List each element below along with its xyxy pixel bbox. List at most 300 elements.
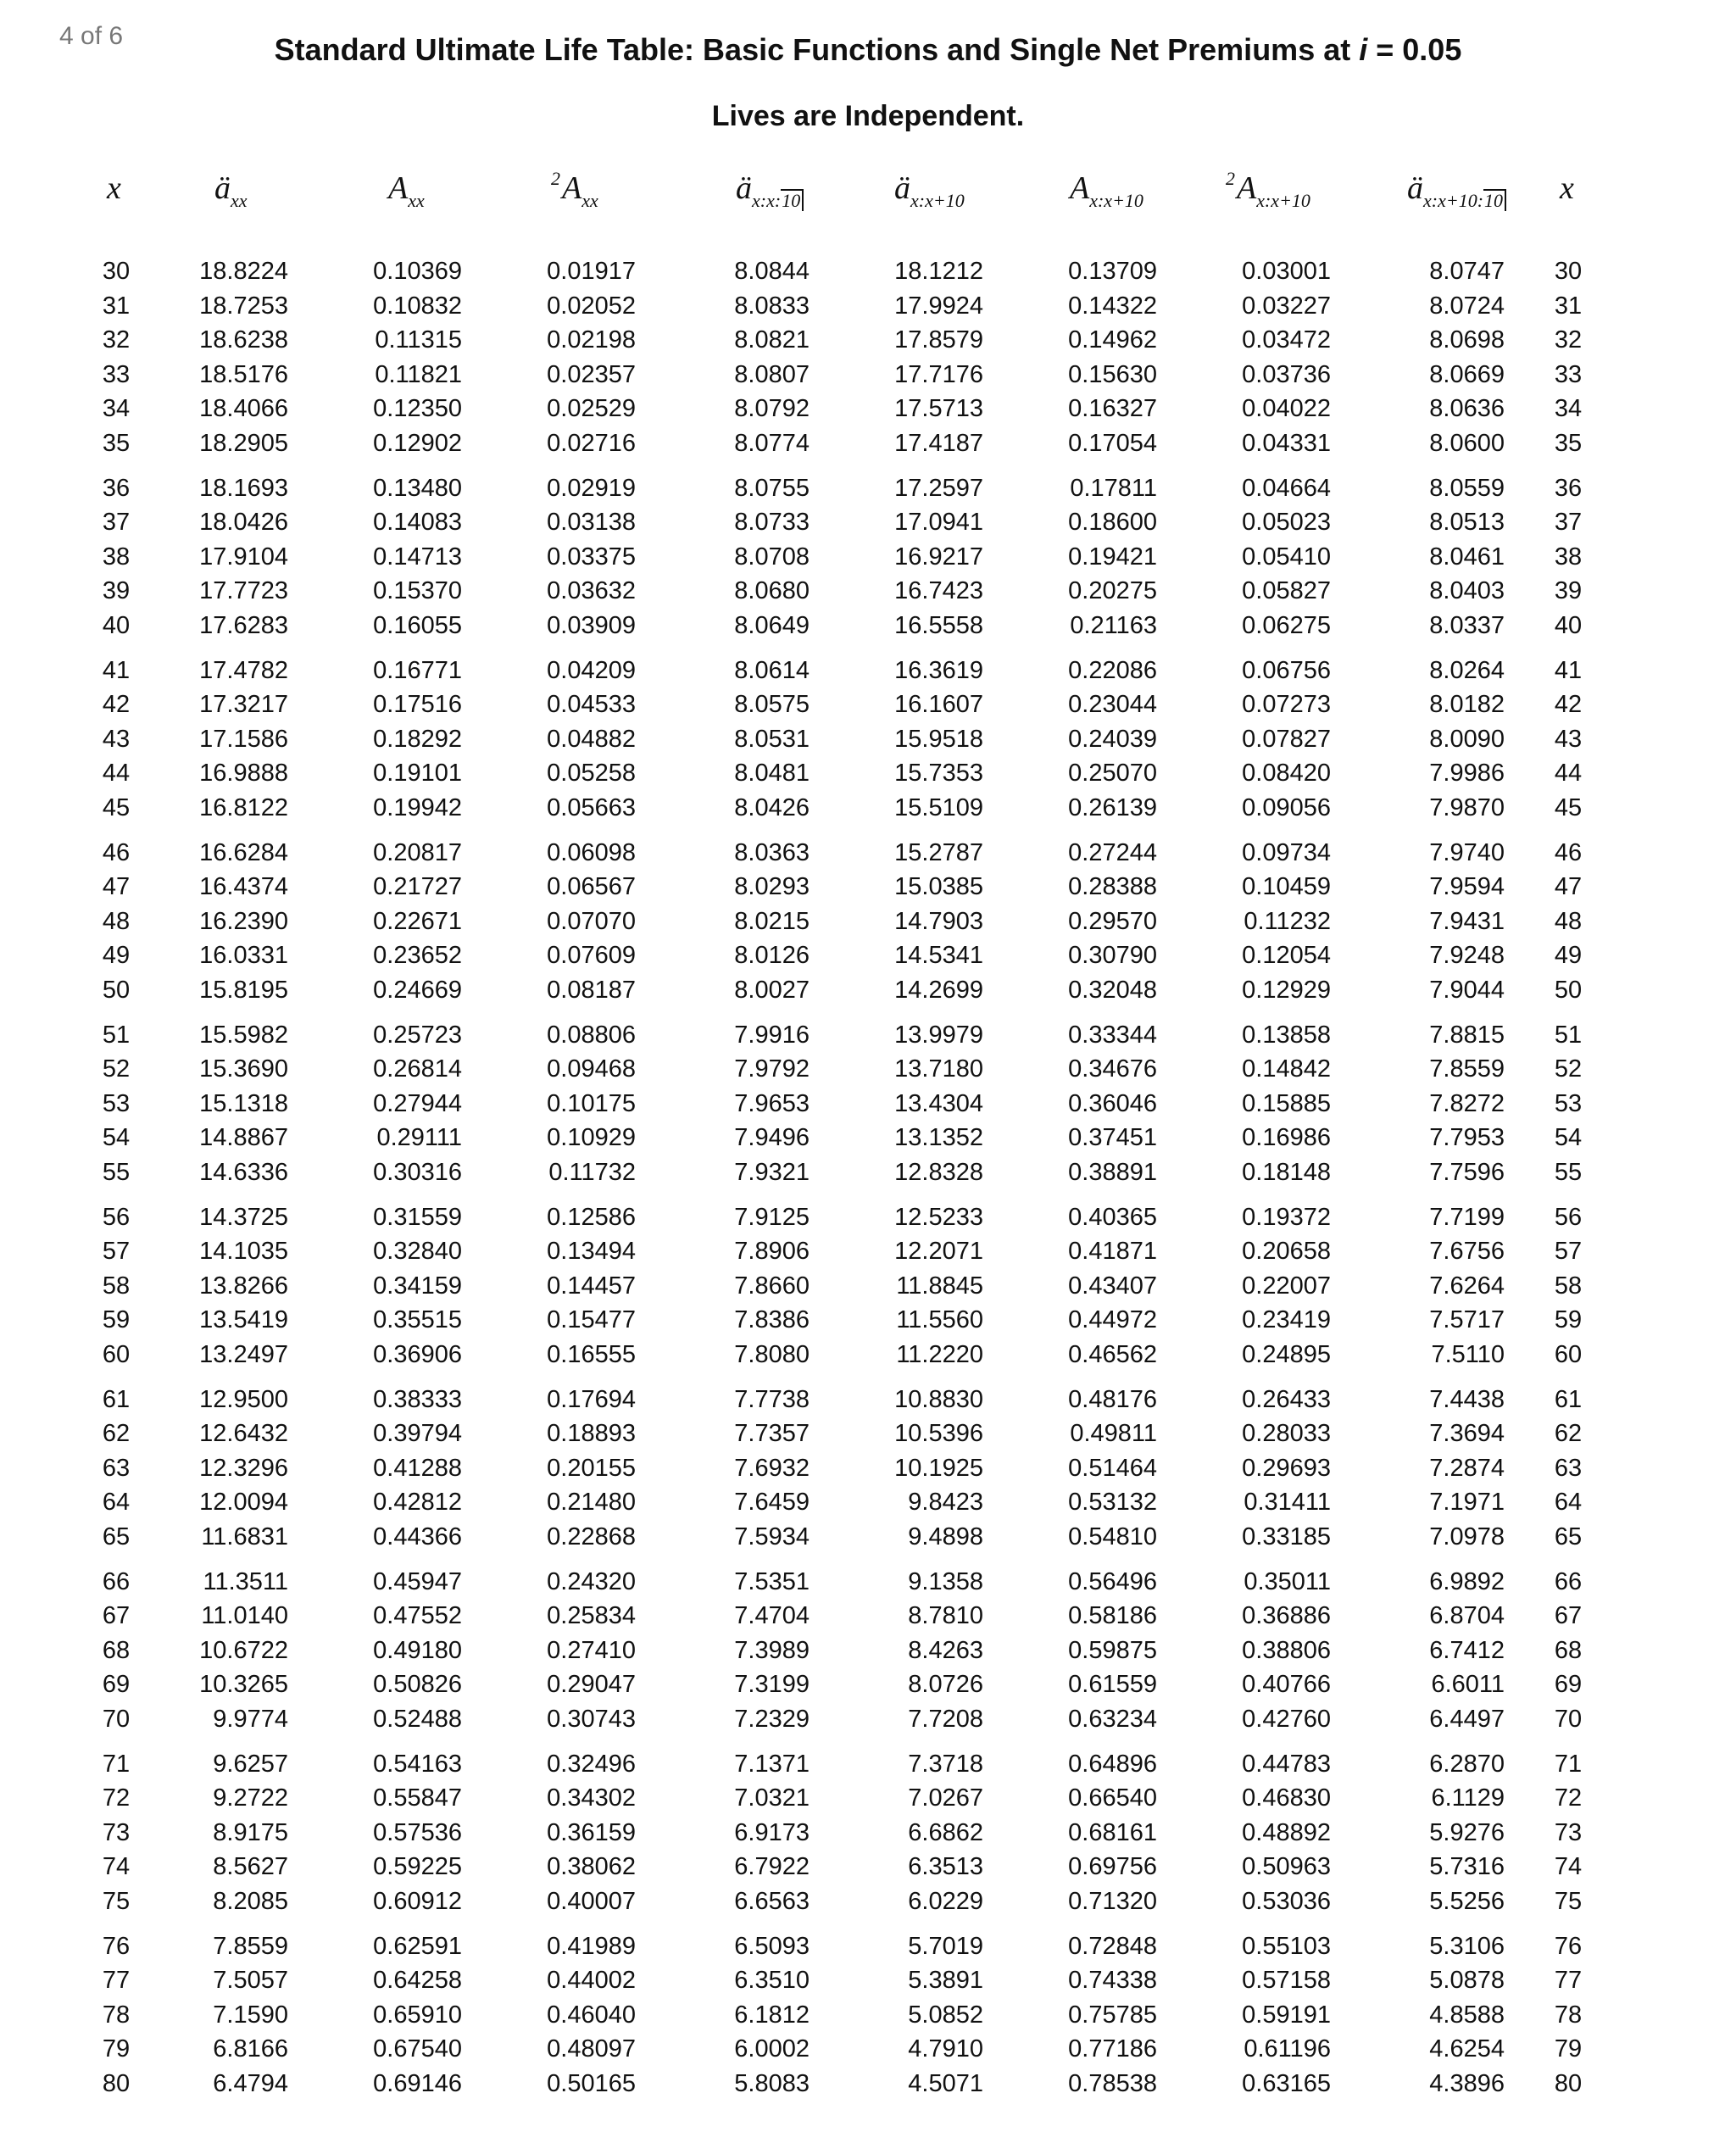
cell-x: 76: [102, 1932, 131, 1960]
cell-x-right: 61: [1554, 1385, 1583, 1413]
header-annuity-xx: $ä_{xx}$: [214, 170, 248, 211]
cell-A-x-x10: 0.74338: [1068, 1967, 1157, 1994]
cell-a-x-x10: 15.5109: [894, 793, 983, 821]
cell-x: 35: [102, 429, 131, 457]
cell-A2-x-x10: 0.03736: [1242, 360, 1331, 388]
cell-a-xx-10: 8.0680: [734, 577, 810, 604]
cell-A2-x-x10: 0.12929: [1242, 976, 1331, 1004]
cell-a-x-x10: 15.0385: [894, 873, 983, 900]
header-second-moment-xx: $^2A_{xx}$: [551, 168, 598, 211]
cell-a-xx-10: 6.0002: [734, 2035, 810, 2062]
cell-A-x-x10: 0.17054: [1068, 429, 1157, 457]
cell-a-x-x10-10: 7.9870: [1429, 793, 1505, 821]
cell-a-xx-10: 8.0293: [734, 873, 810, 900]
table-row: [0, 574, 1736, 609]
cell-A-x-x10: 0.16327: [1068, 395, 1157, 422]
cell-x: 37: [102, 509, 131, 536]
cell-a-xx: 18.6238: [199, 326, 288, 353]
cell-A-xx: 0.39794: [373, 1420, 462, 1447]
cell-x: 70: [102, 1705, 131, 1733]
cell-A2-x-x10: 0.12054: [1242, 942, 1331, 969]
cell-x-right: 60: [1554, 1340, 1583, 1368]
cell-a-xx-10: 8.0027: [734, 976, 810, 1004]
cell-A-xx: 0.18292: [373, 725, 462, 753]
cell-A-xx: 0.27944: [373, 1089, 462, 1117]
cell-a-x-x10: 10.5396: [894, 1420, 983, 1447]
cell-A-x-x10: 0.61559: [1068, 1671, 1157, 1698]
cell-A-x-x10: 0.59875: [1068, 1636, 1157, 1664]
cell-A2-x-x10: 0.03001: [1242, 258, 1331, 285]
cell-x: 48: [102, 907, 131, 935]
row-group: [0, 1200, 1736, 1372]
cell-A2-x-x10: 0.57158: [1242, 1967, 1331, 1994]
cell-a-xx: 15.8195: [199, 976, 288, 1004]
cell-a-xx: 8.9175: [213, 1818, 288, 1846]
table-row: [0, 1155, 1736, 1190]
cell-A-xx: 0.22671: [373, 907, 462, 935]
cell-a-x-x10-10: 8.0636: [1429, 395, 1505, 422]
cell-A2-xx: 0.09468: [547, 1055, 636, 1083]
cell-a-xx-10: 8.0774: [734, 429, 810, 457]
cell-A2-xx: 0.07609: [547, 942, 636, 969]
cell-A-x-x10: 0.49811: [1070, 1420, 1157, 1447]
cell-a-x-x10-10: 4.8588: [1429, 2001, 1505, 2029]
cell-x: 31: [102, 292, 131, 320]
cell-A-x-x10: 0.29570: [1068, 907, 1157, 935]
cell-a-x-x10: 4.7910: [908, 2035, 983, 2062]
cell-A2-x-x10: 0.03472: [1242, 326, 1331, 353]
table-row: [0, 1565, 1736, 1600]
cell-a-xx: 13.2497: [199, 1340, 288, 1368]
cell-a-xx-10: 8.0649: [734, 611, 810, 639]
cell-a-xx-10: 7.2329: [734, 1705, 810, 1733]
cell-x: 57: [102, 1238, 131, 1265]
cell-A-xx: 0.16055: [373, 611, 462, 639]
cell-A2-xx: 0.46040: [547, 2001, 636, 2029]
cell-A2-x-x10: 0.42760: [1242, 1705, 1331, 1733]
cell-a-xx: 17.9104: [199, 543, 288, 571]
cell-A2-xx: 0.50165: [547, 2069, 636, 2097]
cell-a-x-x10-10: 7.8272: [1429, 1089, 1505, 1117]
cell-A-x-x10: 0.26139: [1068, 793, 1157, 821]
cell-a-xx-10: 7.8386: [734, 1306, 810, 1333]
title-main: Standard Ultimate Life Table: Basic Functions and Single Net Premiums at: [274, 32, 1360, 67]
cell-a-x-x10: 9.8423: [908, 1489, 983, 1516]
cell-x-right: 48: [1554, 907, 1583, 935]
cell-a-x-x10-10: 7.5110: [1431, 1340, 1505, 1368]
header-insurance-xx: $A_{xx}$: [388, 170, 425, 211]
cell-A2-xx: 0.38062: [547, 1853, 636, 1880]
table-row: [0, 1929, 1736, 1964]
cell-a-xx-10: 8.0807: [734, 360, 810, 388]
table-row: [0, 1234, 1736, 1269]
cell-A2-x-x10: 0.53036: [1242, 1887, 1331, 1915]
cell-a-x-x10: 14.5341: [894, 942, 983, 969]
cell-a-xx-10: 7.5934: [734, 1522, 810, 1550]
cell-A2-x-x10: 0.36886: [1242, 1602, 1331, 1629]
cell-x-right: 34: [1554, 395, 1583, 422]
cell-x: 67: [102, 1602, 131, 1629]
cell-A2-x-x10: 0.38806: [1242, 1636, 1331, 1664]
cell-a-x-x10-10: 4.6254: [1429, 2035, 1505, 2062]
cell-A2-x-x10: 0.07273: [1242, 691, 1331, 718]
cell-A2-xx: 0.44002: [547, 1967, 636, 1994]
cell-A-xx: 0.49180: [373, 1636, 462, 1664]
cell-A-x-x10: 0.30790: [1068, 942, 1157, 969]
cell-x: 73: [102, 1818, 131, 1846]
cell-a-x-x10: 10.1925: [894, 1454, 983, 1482]
cell-a-xx: 11.0140: [201, 1602, 288, 1629]
cell-a-x-x10: 15.2787: [894, 838, 983, 866]
cell-a-xx-10: 7.7357: [734, 1420, 810, 1447]
cell-a-x-x10: 14.2699: [894, 976, 983, 1004]
table-row: [0, 1121, 1736, 1155]
cell-a-xx: 6.8166: [213, 2035, 288, 2062]
cell-x-right: 33: [1554, 360, 1583, 388]
table-row: [0, 1520, 1736, 1555]
cell-a-x-x10-10: 7.6264: [1429, 1272, 1505, 1300]
cell-A2-xx: 0.04533: [547, 691, 636, 718]
cell-a-xx: 16.8122: [199, 793, 288, 821]
cell-a-xx: 14.3725: [199, 1203, 288, 1231]
cell-x: 77: [102, 1967, 131, 1994]
table-row: [0, 471, 1736, 506]
cell-A-x-x10: 0.28388: [1068, 873, 1157, 900]
cell-A2-xx: 0.10929: [547, 1124, 636, 1151]
cell-A2-xx: 0.12586: [547, 1203, 636, 1231]
cell-A2-x-x10: 0.09056: [1242, 793, 1331, 821]
cell-A-x-x10: 0.33344: [1068, 1021, 1157, 1049]
cell-a-xx-10: 8.0833: [734, 292, 810, 320]
cell-x: 49: [102, 942, 131, 969]
cell-A-xx: 0.44366: [373, 1522, 462, 1550]
cell-a-x-x10: 5.0852: [908, 2001, 983, 2029]
cell-a-xx: 8.5627: [213, 1853, 288, 1880]
cell-a-x-x10-10: 5.3106: [1429, 1932, 1505, 1960]
cell-A2-xx: 0.40007: [547, 1887, 636, 1915]
cell-A2-xx: 0.04882: [547, 725, 636, 753]
cell-A-x-x10: 0.69756: [1068, 1853, 1157, 1880]
cell-A-xx: 0.14713: [373, 543, 462, 571]
cell-A2-x-x10: 0.09734: [1242, 838, 1331, 866]
cell-x-right: 56: [1554, 1203, 1583, 1231]
cell-a-xx-10: 7.6932: [734, 1454, 810, 1482]
cell-x: 69: [102, 1671, 131, 1698]
cell-A2-x-x10: 0.40766: [1242, 1671, 1331, 1698]
cell-A2-x-x10: 0.55103: [1242, 1932, 1331, 1960]
cell-a-xx-10: 7.9653: [734, 1089, 810, 1117]
cell-a-xx: 17.4782: [199, 656, 288, 684]
cell-a-xx-10: 6.5093: [734, 1932, 810, 1960]
cell-A2-xx: 0.16555: [547, 1340, 636, 1368]
table-row: [0, 505, 1736, 540]
cell-a-x-x10: 12.5233: [894, 1203, 983, 1231]
cell-A-xx: 0.21727: [373, 873, 462, 900]
cell-a-x-x10: 6.3513: [908, 1853, 983, 1880]
cell-a-x-x10: 6.0229: [908, 1887, 983, 1915]
cell-A-xx: 0.13480: [373, 474, 462, 502]
table-row: [0, 973, 1736, 1008]
cell-x-right: 37: [1554, 509, 1583, 536]
cell-a-xx: 18.8224: [199, 258, 288, 285]
cell-a-xx-10: 7.7738: [734, 1385, 810, 1413]
cell-A-x-x10: 0.51464: [1068, 1454, 1157, 1482]
cell-a-xx: 7.5057: [213, 1967, 288, 1994]
cell-a-xx-10: 6.3510: [734, 1967, 810, 1994]
table-row: [0, 791, 1736, 826]
cell-a-x-x10: 15.9518: [894, 725, 983, 753]
cell-a-x-x10: 4.5071: [908, 2069, 983, 2097]
cell-A-xx: 0.20817: [373, 838, 462, 866]
table-row: [0, 836, 1736, 871]
cell-a-xx: 7.8559: [213, 1932, 288, 1960]
table-row: [0, 1747, 1736, 1782]
table-row: [0, 254, 1736, 289]
cell-x-right: 39: [1554, 577, 1583, 604]
cell-a-x-x10: 15.7353: [894, 760, 983, 787]
cell-A2-x-x10: 0.63165: [1242, 2069, 1331, 2097]
header-temporary-annuity-x-x10-10: $ä_{x:x+10:10}$: [1407, 170, 1506, 220]
cell-A2-xx: 0.05663: [547, 793, 636, 821]
cell-a-xx: 18.5176: [199, 360, 288, 388]
cell-A2-x-x10: 0.04331: [1242, 429, 1331, 457]
cell-A-xx: 0.45947: [373, 1567, 462, 1595]
table-row: [0, 609, 1736, 643]
cell-A2-x-x10: 0.05023: [1242, 509, 1331, 536]
cell-a-xx: 16.2390: [199, 907, 288, 935]
cell-a-x-x10: 17.8579: [894, 326, 983, 353]
table-row: [0, 687, 1736, 722]
cell-x: 55: [102, 1158, 131, 1186]
cell-A2-x-x10: 0.20658: [1242, 1238, 1331, 1265]
cell-A-xx: 0.17516: [373, 691, 462, 718]
title-rate: = 0.05: [1367, 32, 1462, 67]
cell-a-x-x10-10: 6.4497: [1429, 1705, 1505, 1733]
cell-A-x-x10: 0.24039: [1068, 725, 1157, 753]
cell-a-xx: 15.5982: [199, 1021, 288, 1049]
cell-a-x-x10-10: 4.3896: [1429, 2069, 1505, 2097]
cell-a-x-x10: 11.5560: [896, 1306, 983, 1333]
cell-a-x-x10: 5.7019: [908, 1932, 983, 1960]
cell-A-xx: 0.31559: [373, 1203, 462, 1231]
cell-x-right: 41: [1554, 656, 1583, 684]
cell-A2-xx: 0.11732: [548, 1158, 636, 1186]
cell-A2-x-x10: 0.19372: [1242, 1203, 1331, 1231]
cell-a-x-x10-10: 5.7316: [1429, 1853, 1505, 1880]
table-row: [0, 1702, 1736, 1737]
cell-x: 78: [102, 2001, 131, 2029]
cell-x-right: 75: [1554, 1887, 1583, 1915]
cell-x: 38: [102, 543, 131, 571]
cell-x: 36: [102, 474, 131, 502]
table-row: [0, 2032, 1736, 2067]
cell-a-xx-10: 8.0215: [734, 907, 810, 935]
cell-A2-xx: 0.30743: [547, 1705, 636, 1733]
cell-A-x-x10: 0.63234: [1068, 1705, 1157, 1733]
cell-a-xx: 16.4374: [199, 873, 288, 900]
cell-x-right: 63: [1554, 1454, 1583, 1482]
cell-A2-xx: 0.22868: [547, 1522, 636, 1550]
cell-x-right: 55: [1554, 1158, 1583, 1186]
table-row: [0, 1417, 1736, 1451]
cell-a-xx-10: 7.3989: [734, 1636, 810, 1664]
cell-A2-x-x10: 0.16986: [1242, 1124, 1331, 1151]
cell-A2-xx: 0.41989: [547, 1932, 636, 1960]
cell-A2-xx: 0.25834: [547, 1602, 636, 1629]
cell-x-right: 52: [1554, 1055, 1583, 1083]
cell-x: 50: [102, 976, 131, 1004]
header-insurance-x-x10: $A_{x:x+10}$: [1070, 170, 1143, 211]
table-row: [0, 654, 1736, 688]
cell-A2-xx: 0.05258: [547, 760, 636, 787]
cell-a-xx: 11.6831: [201, 1522, 288, 1550]
cell-a-xx: 15.1318: [199, 1089, 288, 1117]
cell-a-xx: 6.4794: [213, 2069, 288, 2097]
cell-a-x-x10-10: 5.5256: [1429, 1887, 1505, 1915]
cell-a-xx-10: 7.1371: [734, 1750, 810, 1778]
cell-a-xx-10: 7.9496: [734, 1124, 810, 1151]
cell-x-right: 54: [1554, 1124, 1583, 1151]
cell-A2-xx: 0.03138: [547, 509, 636, 536]
cell-a-xx: 17.3217: [199, 691, 288, 718]
cell-A2-x-x10: 0.13858: [1242, 1021, 1331, 1049]
cell-a-x-x10: 7.3718: [908, 1750, 983, 1778]
cell-A-xx: 0.54163: [373, 1750, 462, 1778]
cell-A2-x-x10: 0.31411: [1244, 1489, 1331, 1516]
cell-a-xx-10: 8.0426: [734, 793, 810, 821]
cell-A2-xx: 0.04209: [547, 656, 636, 684]
cell-x: 47: [102, 873, 131, 900]
cell-a-x-x10: 12.8328: [894, 1158, 983, 1186]
cell-x: 56: [102, 1203, 131, 1231]
cell-a-xx: 18.0426: [199, 509, 288, 536]
cell-a-xx-10: 7.9125: [734, 1203, 810, 1231]
cell-a-xx: 14.1035: [199, 1238, 288, 1265]
table-header: [0, 170, 1736, 220]
cell-A-xx: 0.30316: [373, 1158, 462, 1186]
cell-a-x-x10: 6.6862: [908, 1818, 983, 1846]
cell-A-x-x10: 0.75785: [1068, 2001, 1157, 2029]
row-group: [0, 836, 1736, 1008]
cell-x: 43: [102, 725, 131, 753]
cell-a-xx-10: 8.0614: [734, 656, 810, 684]
cell-a-xx-10: 7.5351: [734, 1567, 810, 1595]
cell-A2-x-x10: 0.08420: [1242, 760, 1331, 787]
table-row: [0, 1485, 1736, 1520]
cell-a-x-x10-10: 8.0090: [1429, 725, 1505, 753]
cell-x: 34: [102, 395, 131, 422]
cell-x-right: 43: [1554, 725, 1583, 753]
cell-A-xx: 0.16771: [373, 656, 462, 684]
cell-A2-xx: 0.02052: [547, 292, 636, 320]
cell-a-xx-10: 8.0481: [734, 760, 810, 787]
cell-A-xx: 0.59225: [373, 1853, 462, 1880]
cell-A-xx: 0.11821: [375, 360, 462, 388]
cell-A-xx: 0.29111: [376, 1124, 462, 1151]
cell-A-x-x10: 0.13709: [1068, 258, 1157, 285]
cell-A2-xx: 0.15477: [547, 1306, 636, 1333]
table-row: [0, 540, 1736, 575]
cell-A2-x-x10: 0.18148: [1242, 1158, 1331, 1186]
cell-A2-x-x10: 0.04022: [1242, 395, 1331, 422]
table-row: [0, 1303, 1736, 1338]
cell-A-x-x10: 0.32048: [1068, 976, 1157, 1004]
cell-A-x-x10: 0.36046: [1068, 1089, 1157, 1117]
cell-a-x-x10: 16.9217: [894, 543, 983, 571]
header-second-moment-x-x10: $^2A_{x:x+10}$: [1226, 168, 1310, 211]
cell-A2-xx: 0.02716: [547, 429, 636, 457]
cell-A-x-x10: 0.44972: [1068, 1306, 1157, 1333]
cell-x-right: 31: [1554, 292, 1583, 320]
cell-a-xx-10: 5.8083: [734, 2069, 810, 2097]
table-row: [0, 1884, 1736, 1919]
cell-A-xx: 0.65910: [373, 2001, 462, 2029]
cell-A2-xx: 0.32496: [547, 1750, 636, 1778]
cell-x-right: 80: [1554, 2069, 1583, 2097]
cell-A-x-x10: 0.72848: [1068, 1932, 1157, 1960]
cell-A2-xx: 0.36159: [547, 1818, 636, 1846]
table-row: [0, 938, 1736, 973]
cell-x: 52: [102, 1055, 131, 1083]
cell-x: 58: [102, 1272, 131, 1300]
cell-a-x-x10: 9.4898: [908, 1522, 983, 1550]
table-row: [0, 1963, 1736, 1998]
cell-A2-x-x10: 0.10459: [1242, 873, 1331, 900]
cell-A2-xx: 0.18893: [547, 1420, 636, 1447]
cell-A-xx: 0.52488: [373, 1705, 462, 1733]
cell-a-xx-10: 8.0363: [734, 838, 810, 866]
cell-a-x-x10: 13.7180: [894, 1055, 983, 1083]
cell-A2-x-x10: 0.06756: [1242, 656, 1331, 684]
table-row: [0, 1816, 1736, 1851]
cell-x-right: 69: [1554, 1671, 1583, 1698]
table-row: [0, 1998, 1736, 2033]
table-row: [0, 392, 1736, 426]
cell-x: 51: [102, 1021, 131, 1049]
header-annuity-x-x10: $ä_{x:x+10}$: [894, 170, 965, 211]
cell-A2-xx: 0.02919: [547, 474, 636, 502]
cell-A2-xx: 0.08806: [547, 1021, 636, 1049]
cell-x-right: 70: [1554, 1705, 1583, 1733]
cell-a-x-x10-10: 8.0461: [1429, 543, 1505, 571]
cell-A2-xx: 0.17694: [547, 1385, 636, 1413]
cell-x-right: 74: [1554, 1853, 1583, 1880]
cell-a-xx: 7.1590: [213, 2001, 288, 2029]
cell-a-xx: 14.6336: [199, 1158, 288, 1186]
cell-A2-xx: 0.06567: [547, 873, 636, 900]
cell-a-xx: 12.3296: [199, 1454, 288, 1482]
cell-A-xx: 0.55847: [373, 1784, 462, 1812]
cell-a-xx-10: 8.0708: [734, 543, 810, 571]
cell-x: 75: [102, 1887, 131, 1915]
cell-a-x-x10: 16.7423: [894, 577, 983, 604]
cell-A2-xx: 0.34302: [547, 1784, 636, 1812]
cell-x-right: 42: [1554, 691, 1583, 718]
cell-a-x-x10: 18.1212: [894, 258, 983, 285]
cell-A-x-x10: 0.27244: [1068, 838, 1157, 866]
cell-A2-x-x10: 0.03227: [1242, 292, 1331, 320]
cell-x-right: 68: [1554, 1636, 1583, 1664]
cell-x-right: 44: [1554, 760, 1583, 787]
table-row: [0, 756, 1736, 791]
cell-a-xx-10: 6.6563: [734, 1887, 810, 1915]
cell-A-xx: 0.14083: [373, 509, 462, 536]
table-row: [0, 1052, 1736, 1087]
cell-a-x-x10-10: 7.4438: [1429, 1385, 1505, 1413]
life-table-body: [0, 254, 1736, 2101]
cell-a-xx-10: 7.9916: [734, 1021, 810, 1049]
row-group: [0, 254, 1736, 460]
